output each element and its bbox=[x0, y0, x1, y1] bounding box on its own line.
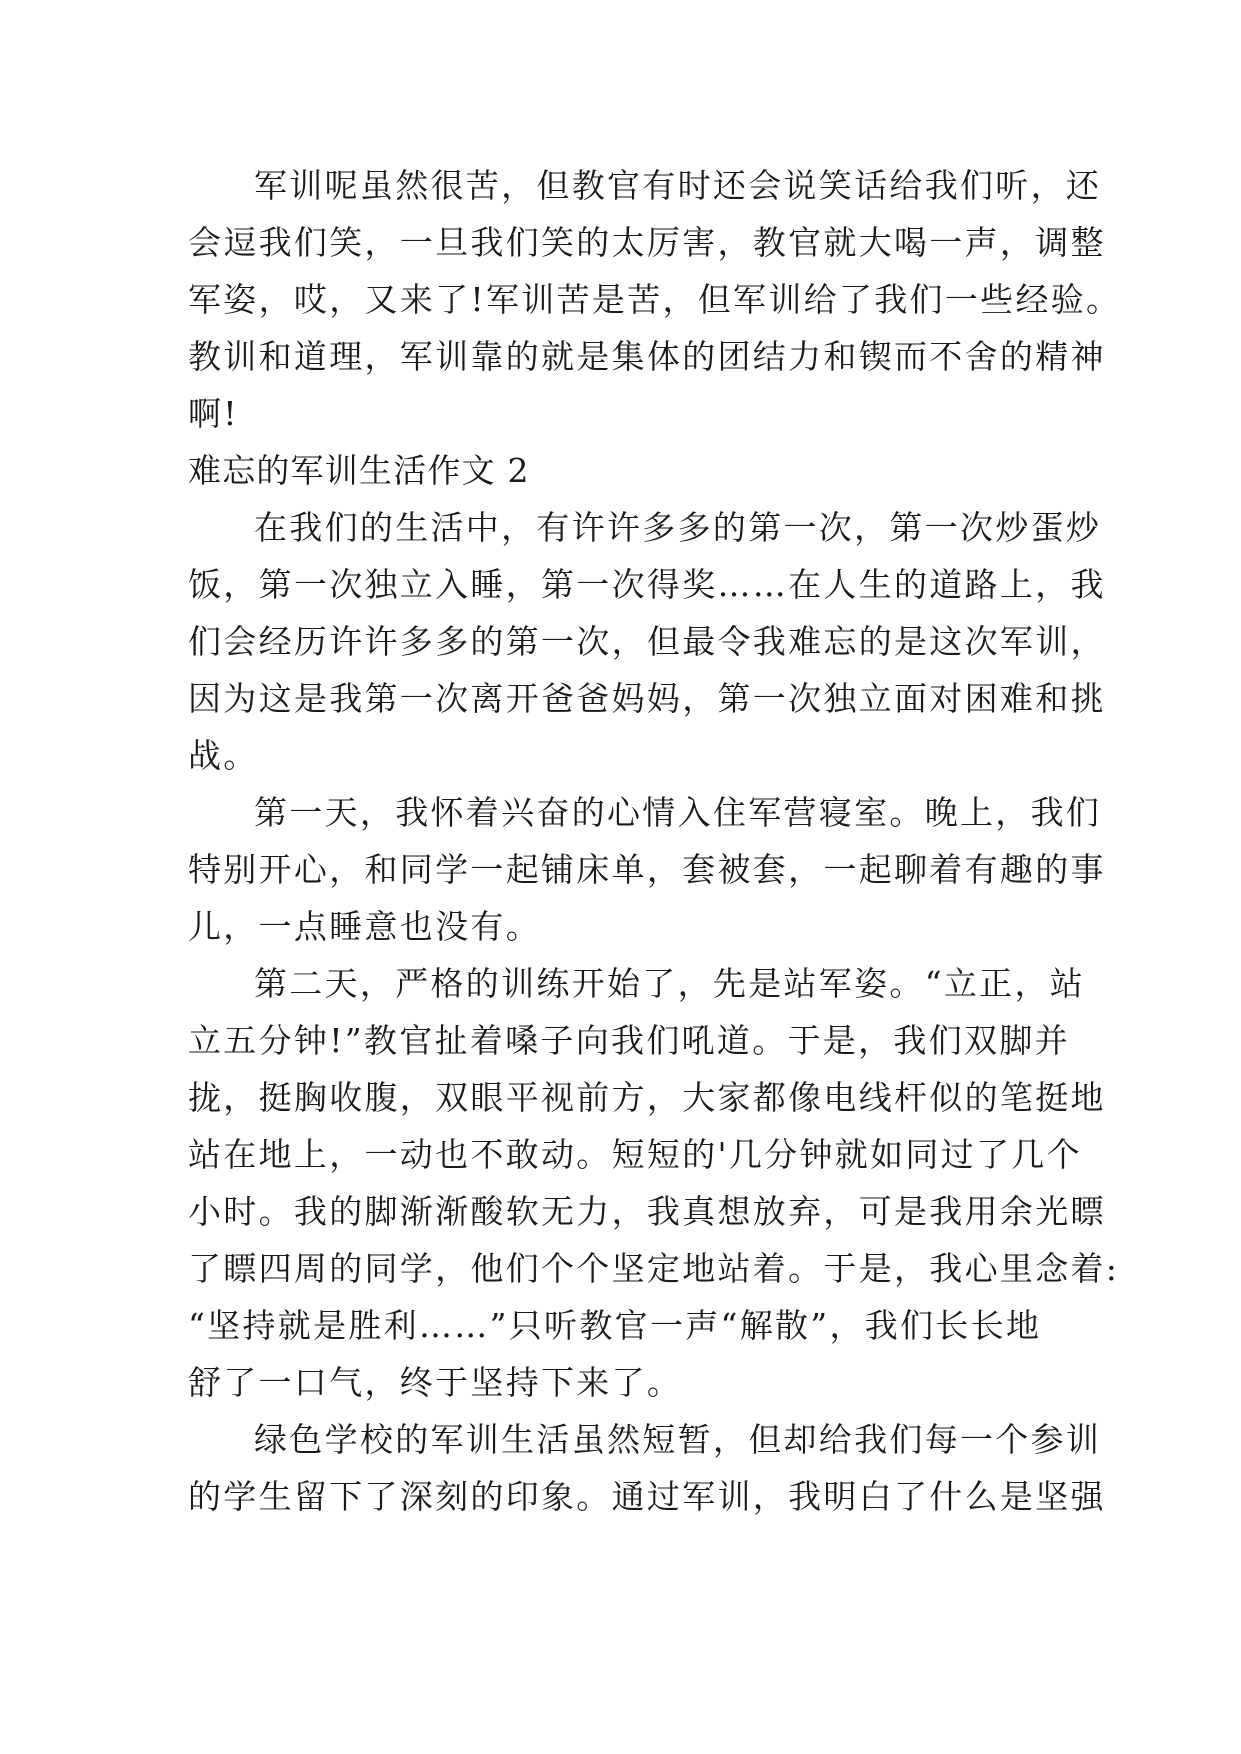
text-line: 们会经历许许多多的第一次，但最令我难忘的是这次军训， bbox=[188, 622, 1106, 661]
text-line: 绿色学校的军训生活虽然短暂，但却给我们每一个参训 bbox=[254, 1420, 1102, 1459]
text-line: 第一天，我怀着兴奋的心情入住军营寝室。晚上，我们 bbox=[254, 793, 1102, 832]
text-line: 军训呢虽然很苦，但教官有时还会说笑话给我们听，还 bbox=[254, 166, 1102, 205]
section-heading: 难忘的军训生活作文 2 bbox=[188, 451, 530, 490]
text-line: 军姿，哎，又来了!军训苦是苦，但军训给了我们一些经验。 bbox=[188, 280, 1122, 319]
text-line: 的学生留下了深刻的印象。通过军训，我明白了什么是坚强 bbox=[188, 1477, 1106, 1516]
text-line: 特别开心，和同学一起铺床单，套被套，一起聊着有趣的事 bbox=[188, 850, 1106, 889]
text-line: “坚持就是胜利……”只听教官一声“解散”，我们长长地 bbox=[188, 1306, 1042, 1345]
text-line: 小时。我的脚渐渐酸软无力，我真想放弃，可是我用余光瞟 bbox=[188, 1192, 1106, 1231]
text-line: 啊! bbox=[188, 394, 239, 433]
text-line: 会逗我们笑，一旦我们笑的太厉害，教官就大喝一声，调整 bbox=[188, 223, 1106, 262]
text-line: 饭，第一次独立入睡，第一次得奖……在人生的道路上，我 bbox=[188, 565, 1106, 604]
text-line: 因为这是我第一次离开爸爸妈妈，第一次独立面对困难和挑 bbox=[188, 679, 1106, 718]
text-line: 立五分钟!”教官扯着嗓子向我们吼道。于是，我们双脚并 bbox=[188, 1021, 1070, 1060]
text-line: 儿，一点睡意也没有。 bbox=[188, 907, 541, 946]
text-line: 站在地上，一动也不敢动。短短的'几分钟就如同过了几个 bbox=[188, 1135, 1082, 1174]
text-line: 第二天，严格的训练开始了，先是站军姿。“立正，站 bbox=[254, 964, 1086, 1003]
text-line: 战。 bbox=[188, 736, 259, 775]
text-line: 了瞟四周的同学，他们个个坚定地站着。于是，我心里念着: bbox=[188, 1249, 1120, 1288]
text-line: 拢，挺胸收腹，双眼平视前方，大家都像电线杆似的笔挺地 bbox=[188, 1078, 1106, 1117]
text-line: 教训和道理，军训靠的就是集体的团结力和锲而不舍的精神 bbox=[188, 337, 1106, 376]
text-line: 在我们的生活中，有许许多多的第一次，第一次炒蛋炒 bbox=[254, 508, 1102, 547]
text-line: 舒了一口气，终于坚持下来了。 bbox=[188, 1363, 683, 1402]
